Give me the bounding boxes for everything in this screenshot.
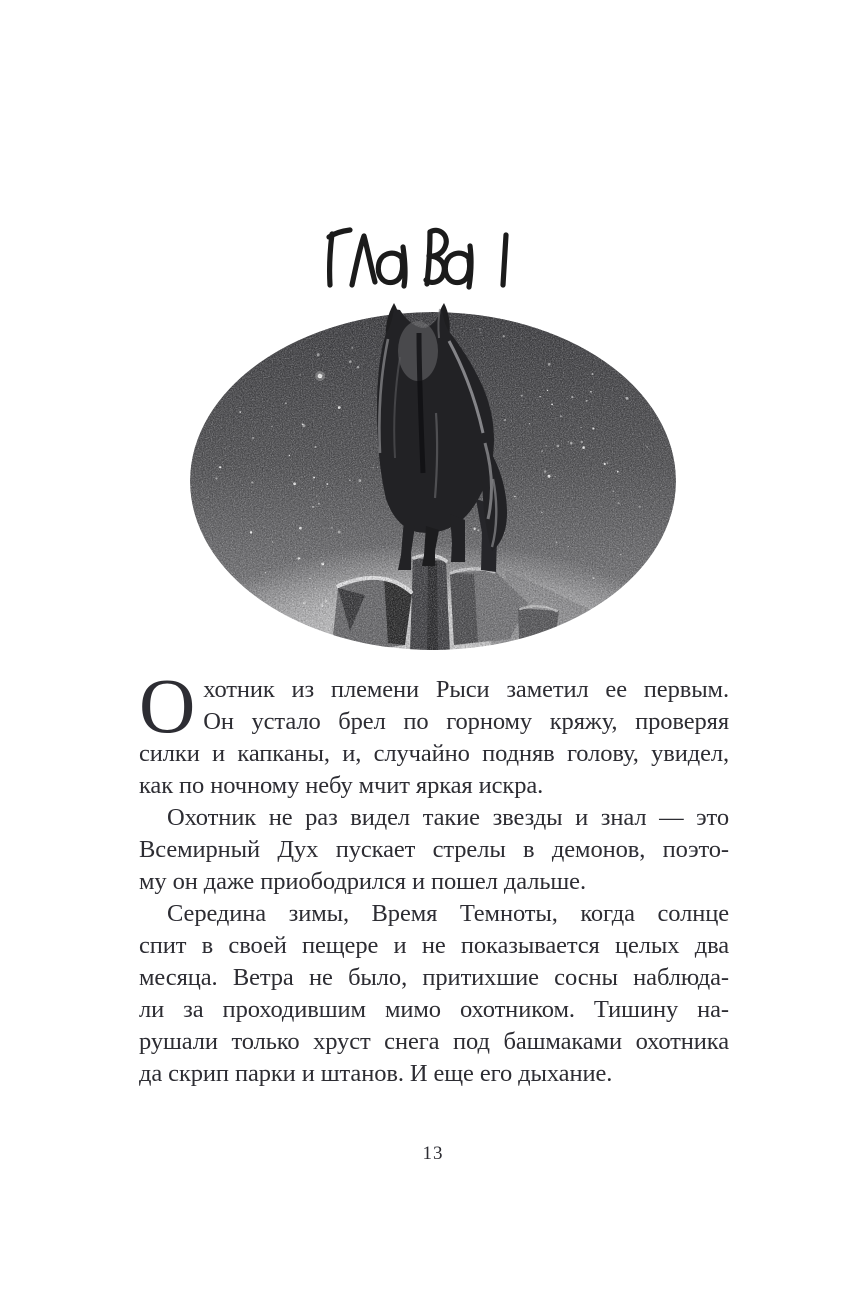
text-line: Середина зимы, Время Темноты, когда солнце: [167, 900, 729, 927]
text-line: рушали только хруст снега под башмаками охотника: [139, 1028, 729, 1055]
body-text: [139, 662, 729, 1090]
chapter-title: [323, 220, 519, 296]
text-line: силки и капканы, и, случайно подняв голову, увидел,: [139, 740, 729, 767]
page-number: 13: [422, 1143, 444, 1164]
text-line: Охотник не раз видел такие звезды и знал — это: [167, 804, 729, 831]
text-line: Он устало брел по горному кряжу, проверяя: [203, 708, 729, 735]
drop-cap: О: [139, 662, 196, 749]
text-line: месяца. Ветра не было, притихшие сосны наблюда-: [139, 964, 729, 991]
text-line: как по ночному небу мчит яркая искра.: [139, 772, 544, 799]
text-line: спит в своей пещере и не показывается целых два: [139, 932, 729, 959]
text-line: му он даже приободрился и пошел дальше.: [139, 868, 586, 895]
chapter-title-strokes: [329, 230, 506, 287]
paragraph: [139, 662, 729, 802]
paragraph: [139, 898, 729, 1090]
text-line: хотник из племени Рыси заметил ее первым.: [203, 676, 729, 703]
text-line: да скрип парки и штанов. И еще его дыхание.: [139, 1060, 613, 1087]
text-line: ли за проходившим мимо охотником. Тишину на-: [139, 996, 729, 1023]
text-line: Всемирный Дух пускает стрелы в демонов, поэто-: [139, 836, 729, 863]
wolf-night-illustration: [188, 293, 678, 657]
paragraph: [139, 802, 729, 898]
